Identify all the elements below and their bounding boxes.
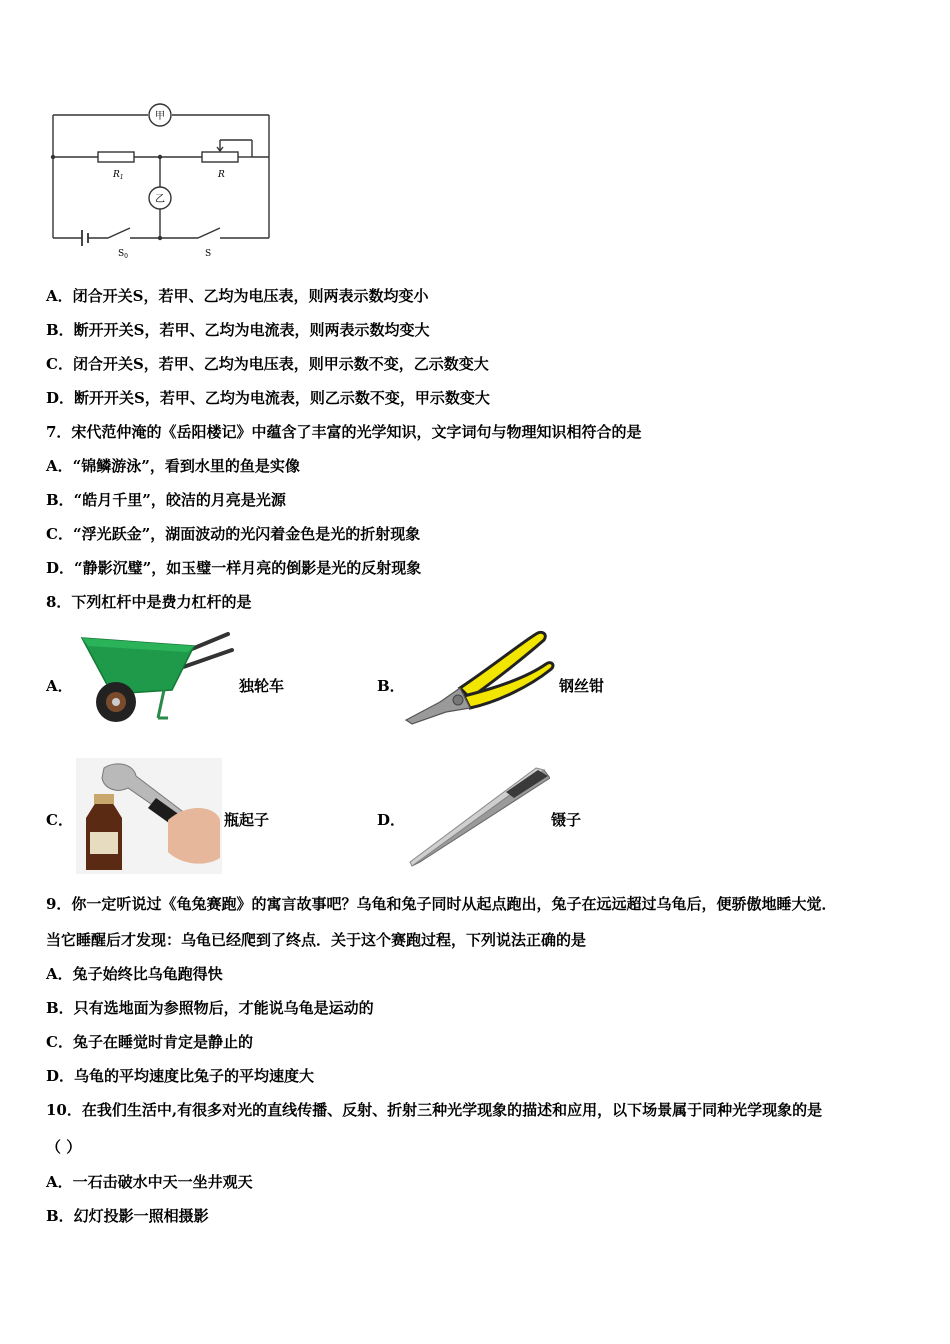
svg-text:S0 — [118, 249, 128, 260]
q7-stem: 7．宋代范仲淹的《岳阳楼记》中蕴含了丰富的光学知识，文字词句与物理知识相符合的是 — [46, 423, 642, 441]
q9-option-a: A．兔子始终比乌龟跑得快 — [46, 965, 223, 983]
q6-option-b: B．断开开关S，若甲、乙均为电流表，则两表示数均变大 — [46, 321, 430, 339]
svg-text:R1 — [112, 170, 124, 181]
q10-option-b: B．幻灯投影一照相摄影 — [46, 1207, 209, 1225]
q8-option-c-label: C． — [46, 811, 73, 829]
s-label: S — [205, 249, 212, 259]
q9-option-c: C．兔子在睡觉时肯定是静止的 — [46, 1033, 253, 1051]
q8-option-c-name: 瓶起子 — [224, 811, 270, 829]
s0-sub: 0 — [124, 253, 128, 260]
q7-option-d: D．“静影沉璧”，如玉璧一样月亮的倒影是光的反射现象 — [46, 559, 422, 577]
wheelbarrow-icon — [76, 628, 236, 726]
r1-sub: 1 — [119, 174, 124, 181]
q8-option-a-name: 独轮车 — [239, 677, 285, 695]
q7-option-a: A．“锦鳞游泳”，看到水里的鱼是实像 — [46, 457, 300, 475]
meter-mid-label: 乙 — [155, 194, 165, 205]
q6-option-c: C．闭合开关S，若甲、乙均为电压表，则甲示数不变，乙示数变大 — [46, 355, 489, 373]
q10-option-a: A．一石击破水中天一坐井观天 — [46, 1173, 253, 1191]
q8-option-b-label: B． — [377, 677, 405, 695]
q7-option-c: C．“浮光跃金”，湖面波动的光闪着金色是光的折射现象 — [46, 525, 421, 543]
s0-label: S — [118, 249, 125, 259]
r1-label: R — [113, 170, 120, 180]
q8-stem: 8．下列杠杆中是费力杠杆的是 — [46, 593, 252, 611]
tweezers-icon — [406, 766, 550, 868]
q7-option-b: B．“皓月千里”，皎洁的月亮是光源 — [46, 491, 286, 509]
q6-option-d: D．断开开关S，若甲、乙均为电流表，则乙示数不变，甲示数变大 — [46, 389, 490, 407]
q10-stem-line2: （ ） — [46, 1138, 82, 1156]
q10-stem-line1: 10．在我们生活中,有很多对光的直线传播、反射、折射三种光学现象的描述和应用，以下场景属于同种光学现象的是 — [46, 1101, 823, 1119]
q8-option-a-label: A． — [46, 677, 73, 695]
q9-stem-line1: 9．你一定听说过《龟兔赛跑》的寓言故事吧？乌龟和兔子同时从起点跑出，兔子在远远超过乌龟后，便骄傲地睡大觉． — [46, 895, 837, 913]
q6-option-a: A．闭合开关S，若甲、乙均为电压表，则两表示数均变小 — [46, 287, 429, 305]
pliers-icon — [400, 628, 556, 728]
q9-option-b: B．只有选地面为参照物后，才能说乌龟是运动的 — [46, 999, 374, 1017]
q9-stem-line2: 当它睡醒后才发现：乌龟已经爬到了终点．关于这个赛跑过程，下列说法正确的是 — [46, 931, 587, 949]
q8-option-b-name: 钢丝钳 — [559, 677, 605, 695]
circuit-diagram — [40, 100, 280, 262]
r-label: R — [218, 170, 225, 180]
q8-option-d-label: D． — [377, 811, 406, 829]
bottle-opener-icon — [76, 758, 222, 874]
q8-option-d-name: 镊子 — [551, 811, 582, 829]
q9-option-d: D．乌龟的平均速度比兔子的平均速度大 — [46, 1067, 315, 1085]
meter-top-label: 甲 — [155, 111, 165, 122]
